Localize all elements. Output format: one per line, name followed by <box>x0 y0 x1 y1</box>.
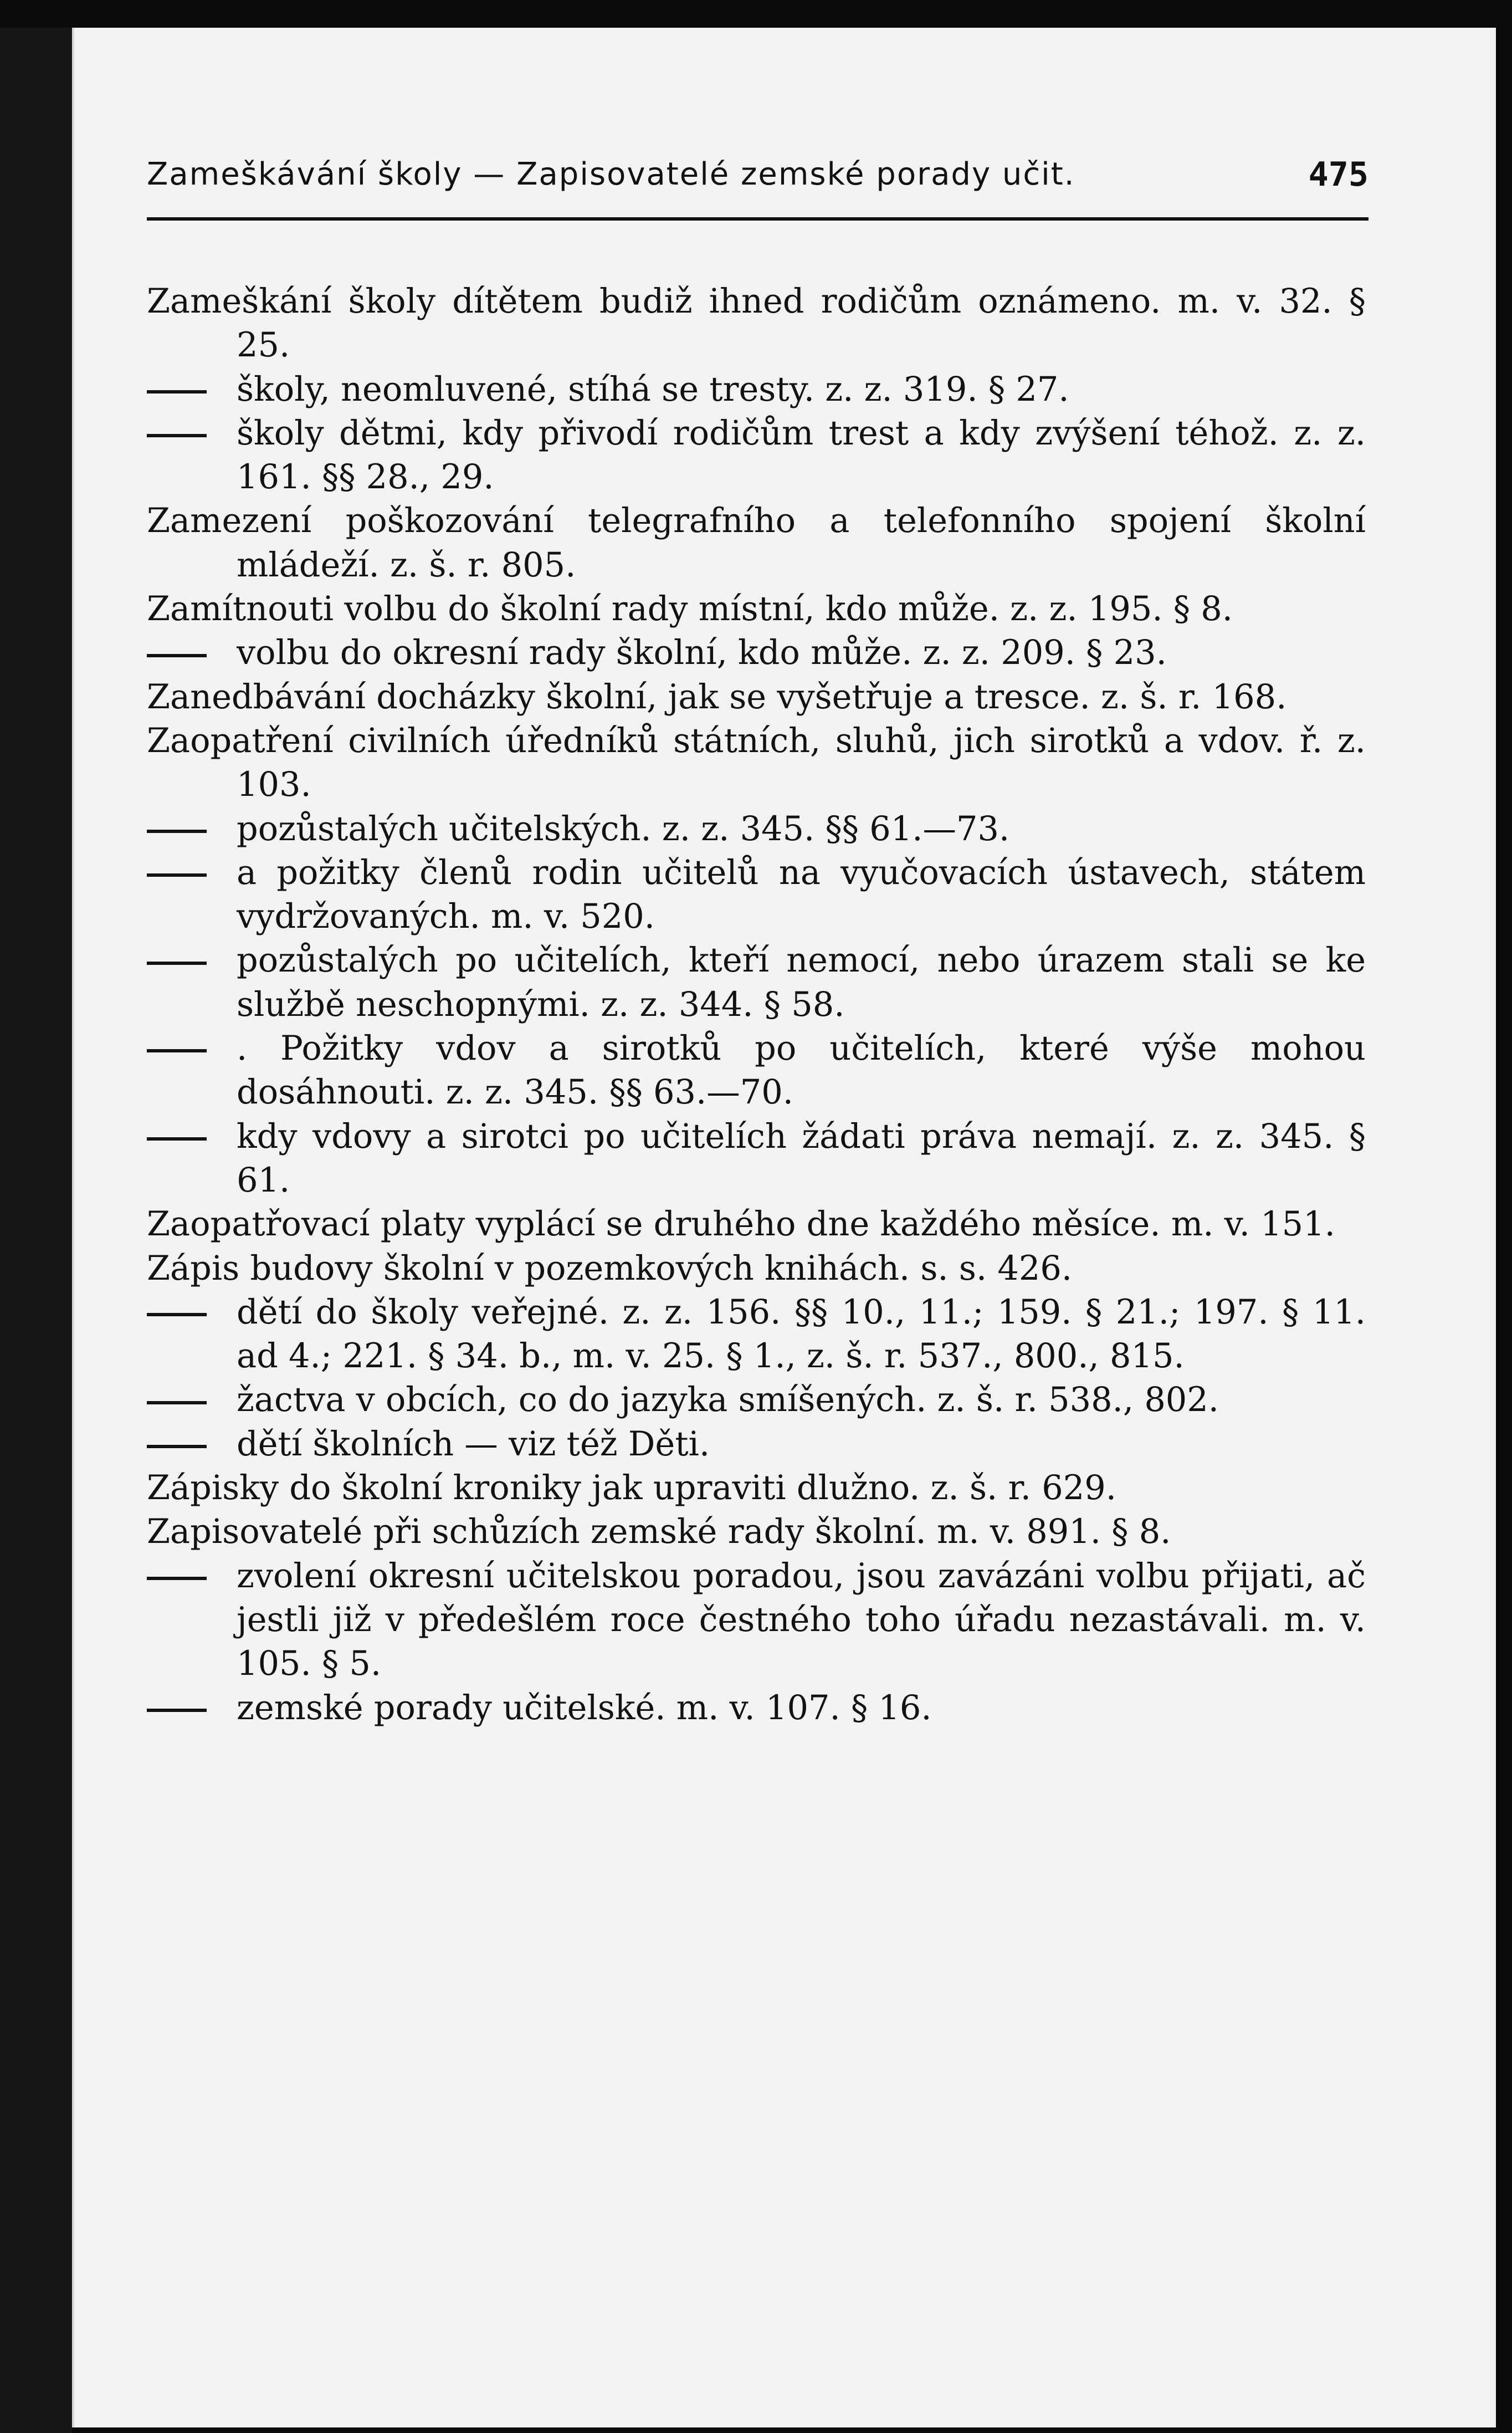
index-subentry: a požitky členů rodin učitelů na vyučovacích ústavech, státem vydržovaných. m. v. 520. <box>147 851 1366 939</box>
running-header <box>147 129 1369 234</box>
dash-mark <box>147 1378 237 1422</box>
index-subentry: dětí školních — viz též Děti. <box>147 1423 1366 1466</box>
scan-border <box>0 28 72 2433</box>
dash-mark <box>147 1423 237 1466</box>
dash-mark <box>147 1027 237 1071</box>
dash-mark <box>147 807 237 851</box>
index-subentry: školy dětmi, kdy přivodí rodičům trest a kdy zvýšení téhož. z. z. 161. §§ 28., 29. <box>147 412 1366 500</box>
dash-mark <box>147 939 237 983</box>
dash-mark <box>147 1115 237 1159</box>
dash-mark <box>147 412 237 456</box>
index-subentry: školy, neomluvené, stíhá se tresty. z. z. 319. § 27. <box>147 368 1366 412</box>
header-rule <box>147 217 1369 221</box>
index-subentry: dětí do školy veřejné. z. z. 156. §§ 10., 11.; 159. § 21.; 197. § 11. ad 4.; 221. § 34. b., m. v. 25. § 1., z. š. r. 537., 800., 815. <box>147 1291 1366 1379</box>
index-subentry: žactva v obcích, co do jazyka smíšených. z. š. r. 538., 802. <box>147 1378 1366 1422</box>
index-subentry: zemské porady učitelské. m. v. 107. § 16. <box>147 1686 1366 1730</box>
index-entry: Zaopatřovací platy vyplácí se druhého dne každého měsíce. m. v. 151. <box>147 1205 1335 1244</box>
index-subentry: pozůstalých po učitelích, kteří nemocí, nebo úrazem stali se ke službě neschopnými. z. z. 344. § 58. <box>147 939 1366 1027</box>
index-entry: Zamezení poškozování telegrafního a telefonního spojení školní mládeží. z. š. r. 805. <box>147 502 1366 585</box>
index-entry: Zanedbávání docházky školní, jak se vyšetřuje a tresce. z. š. r. 168. <box>147 677 1287 717</box>
index-entry: Zapisovatelé při schůzích zemské rady školní. m. v. 891. § 8. <box>147 1512 1171 1552</box>
index-entries <box>147 280 1366 1730</box>
index-subentry: kdy vdovy a sirotci po učitelích žádati práva nemají. z. z. 345. § 61. <box>147 1115 1366 1203</box>
index-subentry: . Požitky vdov a sirotků po učitelích, které výše mohou dosáhnouti. z. z. 345. §§ 63.—70. <box>147 1027 1366 1115</box>
dash-mark <box>147 851 237 895</box>
dash-mark <box>147 368 237 412</box>
dash-mark <box>147 631 237 675</box>
dash-mark <box>147 1686 237 1730</box>
index-subentry: volbu do okresní rady školní, kdo může. z. z. 209. § 23. <box>147 631 1366 675</box>
index-subentry: zvolení okresní učitelskou poradou, jsou zavázáni volbu přijati, ač jestli již v předešlém roce čestného toho úřadu nezastávali. m. v. 105. § 5. <box>147 1555 1366 1686</box>
index-subentry: pozůstalých učitelských. z. z. 345. §§ 61.—73. <box>147 807 1366 851</box>
running-header-title: Zameškávání školy — Zapisovatelé zemské porady učit. <box>147 156 1075 192</box>
page-number: 475 <box>1308 155 1369 194</box>
index-entry: Zápis budovy školní v pozemkových knihách. s. s. 426. <box>147 1249 1073 1288</box>
dash-mark <box>147 1291 237 1335</box>
index-entry: Zaopatření civilních úředníků státních, sluhů, jich sirotků a vdov. ř. z. 103. <box>147 721 1366 805</box>
index-entry: Zamítnouti volbu do školní rady místní, kdo může. z. z. 195. § 8. <box>147 590 1233 629</box>
index-entry: Zameškání školy dítětem budiž ihned rodičům oznámeno. m. v. 32. § 25. <box>147 282 1366 365</box>
dash-mark <box>147 1555 237 1598</box>
index-entry: Zápisky do školní kroniky jak upraviti dlužno. z. š. r. 629. <box>147 1469 1116 1508</box>
